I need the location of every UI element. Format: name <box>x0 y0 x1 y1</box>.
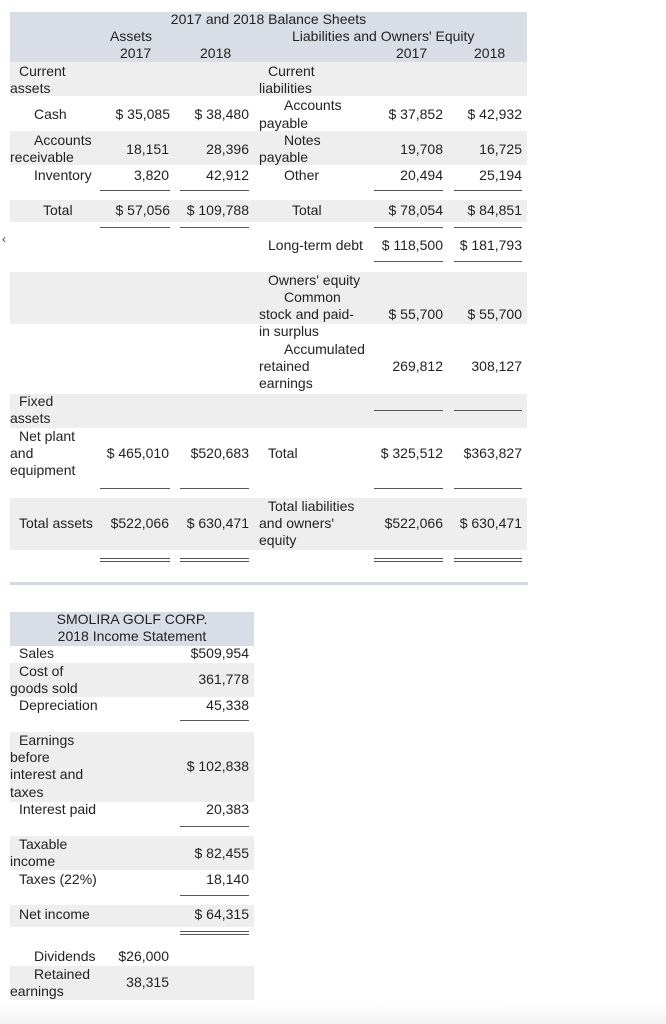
double-underline <box>454 558 522 562</box>
assets-header: Assets <box>110 28 153 44</box>
ebit-label-1: Earnings <box>19 732 75 748</box>
notes-payable-label-1: Notes <box>284 132 321 148</box>
left-caret-icon: ‹ <box>2 232 6 246</box>
retained-earnings-label-2: retained <box>259 358 310 374</box>
taxable-income-label-1: Taxable <box>19 836 68 852</box>
long-term-debt-label: Long-term debt <box>268 237 363 253</box>
inventory-2018: 42,912 <box>206 167 249 183</box>
total-liab-equity-2017: $522,066 <box>384 515 443 531</box>
fixed-assets-label-2: assets <box>10 410 51 426</box>
current-assets-label-2: assets <box>10 80 51 96</box>
retained-earnings-label-3: earnings <box>259 375 313 391</box>
underline <box>100 488 170 489</box>
underline <box>374 488 443 489</box>
total-liab-equity-label-3: equity <box>259 532 297 548</box>
income-statement-title: 2018 Income Statement <box>57 628 207 644</box>
total-liab-equity-2018: $ 630,471 <box>459 515 522 531</box>
underline <box>454 190 522 191</box>
ebit-label-2: before <box>10 749 50 765</box>
inventory-label: Inventory <box>34 167 92 183</box>
taxes-value: 18,140 <box>206 871 249 887</box>
net-plant-label-1: Net plant <box>19 428 76 444</box>
net-plant-2018: $520,683 <box>190 445 249 461</box>
interest-label: Interest paid <box>19 801 97 817</box>
total-equity-label: Total <box>268 445 298 461</box>
double-underline <box>180 558 249 562</box>
underline <box>180 227 249 228</box>
other-2018: 25,194 <box>479 167 522 183</box>
underline <box>454 261 522 262</box>
owners-equity-label: Owners' equity <box>268 272 361 288</box>
section-separator <box>10 582 528 585</box>
total-current-liab-2017: $ 78,054 <box>388 202 443 218</box>
taxable-income-value: $ 82,455 <box>194 845 249 861</box>
total-liab-equity-label-1: Total liabilities <box>268 498 355 514</box>
accounts-receivable-label-1: Accounts <box>34 132 92 148</box>
net-plant-2017: $ 465,010 <box>106 445 169 461</box>
long-term-debt-2018: $ 181,793 <box>459 237 522 253</box>
sales-label: Sales <box>19 645 55 661</box>
total-current-assets-2017: $ 57,056 <box>115 202 170 218</box>
total-assets-label: Total assets <box>19 515 93 531</box>
double-underline <box>374 558 443 562</box>
interest-value: 20,383 <box>206 801 249 817</box>
underline <box>374 410 443 411</box>
liab-year-2018: 2018 <box>474 45 506 61</box>
retained-earnings-2017: 269,812 <box>392 358 443 374</box>
net-plant-label-2: and <box>10 445 34 461</box>
company-name: SMOLIRA GOLF CORP. <box>56 611 208 627</box>
underline <box>180 190 249 191</box>
common-stock-2018: $ 55,700 <box>467 306 522 322</box>
cogs-value: 361,778 <box>198 671 249 687</box>
row-band-fixed-assets <box>10 394 527 428</box>
taxes-label: Taxes (22%) <box>19 871 97 887</box>
depreciation-value: 45,338 <box>206 697 249 713</box>
fixed-assets-label-1: Fixed <box>19 393 54 409</box>
sales-value: $509,954 <box>190 645 249 661</box>
retained-earnings-add-label-2: earnings <box>10 983 64 999</box>
underline <box>374 190 443 191</box>
net-income-value: $ 64,315 <box>194 906 249 922</box>
underline <box>180 826 249 827</box>
common-stock-label-3: in surplus <box>259 323 319 339</box>
assets-year-2017: 2017 <box>120 45 152 61</box>
retained-earnings-add-label-1: Retained <box>34 966 91 982</box>
accounts-payable-2018: $ 42,932 <box>467 106 522 122</box>
underline <box>100 190 170 191</box>
double-underline <box>180 931 249 935</box>
other-2017: 20,494 <box>400 167 443 183</box>
retained-earnings-add-value: 38,315 <box>126 974 169 990</box>
double-underline <box>100 558 170 562</box>
total-current-assets-label: Total <box>43 202 73 218</box>
long-term-debt-2017: $ 118,500 <box>381 237 443 253</box>
cash-2017: $ 35,085 <box>115 106 170 122</box>
total-liab-equity-label-2: and owners' <box>259 515 335 531</box>
total-current-liab-2018: $ 84,851 <box>467 202 522 218</box>
net-plant-label-3: equipment <box>10 462 76 478</box>
total-assets-2018: $ 630,471 <box>186 515 249 531</box>
assets-year-2018: 2018 <box>200 45 232 61</box>
total-current-assets-2018: $ 109,788 <box>186 202 249 218</box>
depreciation-label: Depreciation <box>19 697 98 713</box>
balance-sheet-title: 2017 and 2018 Balance Sheets <box>170 11 367 27</box>
retained-earnings-label-1: Accumulated <box>284 341 365 357</box>
current-liab-label-2: liabilities <box>259 80 312 96</box>
notes-payable-2018: 16,725 <box>479 141 522 157</box>
accounts-receivable-2018: 28,396 <box>206 141 249 157</box>
current-liab-label-1: Current <box>268 63 315 79</box>
bottom-fade <box>0 1004 666 1024</box>
net-income-label: Net income <box>19 906 90 922</box>
common-stock-label-2: stock and paid- <box>259 306 354 322</box>
ebit-label-3: interest and <box>10 766 84 782</box>
accounts-receivable-2017: 18,151 <box>126 141 169 157</box>
dividends-value: $26,000 <box>118 948 169 964</box>
underline <box>454 410 522 411</box>
underline <box>180 895 249 896</box>
ebit-value: $ 102,838 <box>186 758 249 774</box>
underline <box>180 488 249 489</box>
total-current-liab-label: Total <box>292 202 322 218</box>
inventory-2017: 3,820 <box>133 167 169 183</box>
underline <box>374 261 443 262</box>
notes-payable-label-2: payable <box>259 149 309 165</box>
dividends-label: Dividends <box>34 948 96 964</box>
accounts-receivable-label-2: receivable <box>10 149 74 165</box>
notes-payable-2017: 19,708 <box>400 141 443 157</box>
total-equity-2017: $ 325,512 <box>380 445 443 461</box>
ebit-label-4: taxes <box>10 784 44 800</box>
underline <box>100 227 170 228</box>
liabilities-header: Liabilities and Owners' Equity <box>292 28 475 44</box>
underline <box>374 227 443 228</box>
cogs-label-2: goods sold <box>10 680 78 696</box>
taxable-income-label-2: income <box>10 853 56 869</box>
other-label: Other <box>284 167 320 183</box>
accounts-payable-label-1: Accounts <box>284 97 342 113</box>
retained-earnings-2018: 308,127 <box>471 358 522 374</box>
underline <box>180 720 249 721</box>
underline <box>454 227 522 228</box>
cash-2018: $ 38,480 <box>194 106 249 122</box>
liab-year-2017: 2017 <box>396 45 428 61</box>
common-stock-2017: $ 55,700 <box>388 306 443 322</box>
accounts-payable-label-2: payable <box>259 115 309 131</box>
cogs-label-1: Cost of <box>19 663 64 679</box>
underline <box>454 488 522 489</box>
accounts-payable-2017: $ 37,852 <box>388 106 443 122</box>
cash-label: Cash <box>34 106 67 122</box>
current-assets-label-1: Current <box>19 63 66 79</box>
total-equity-2018: $363,827 <box>463 445 522 461</box>
common-stock-label-1: Common <box>284 289 341 305</box>
total-assets-2017: $522,066 <box>110 515 169 531</box>
